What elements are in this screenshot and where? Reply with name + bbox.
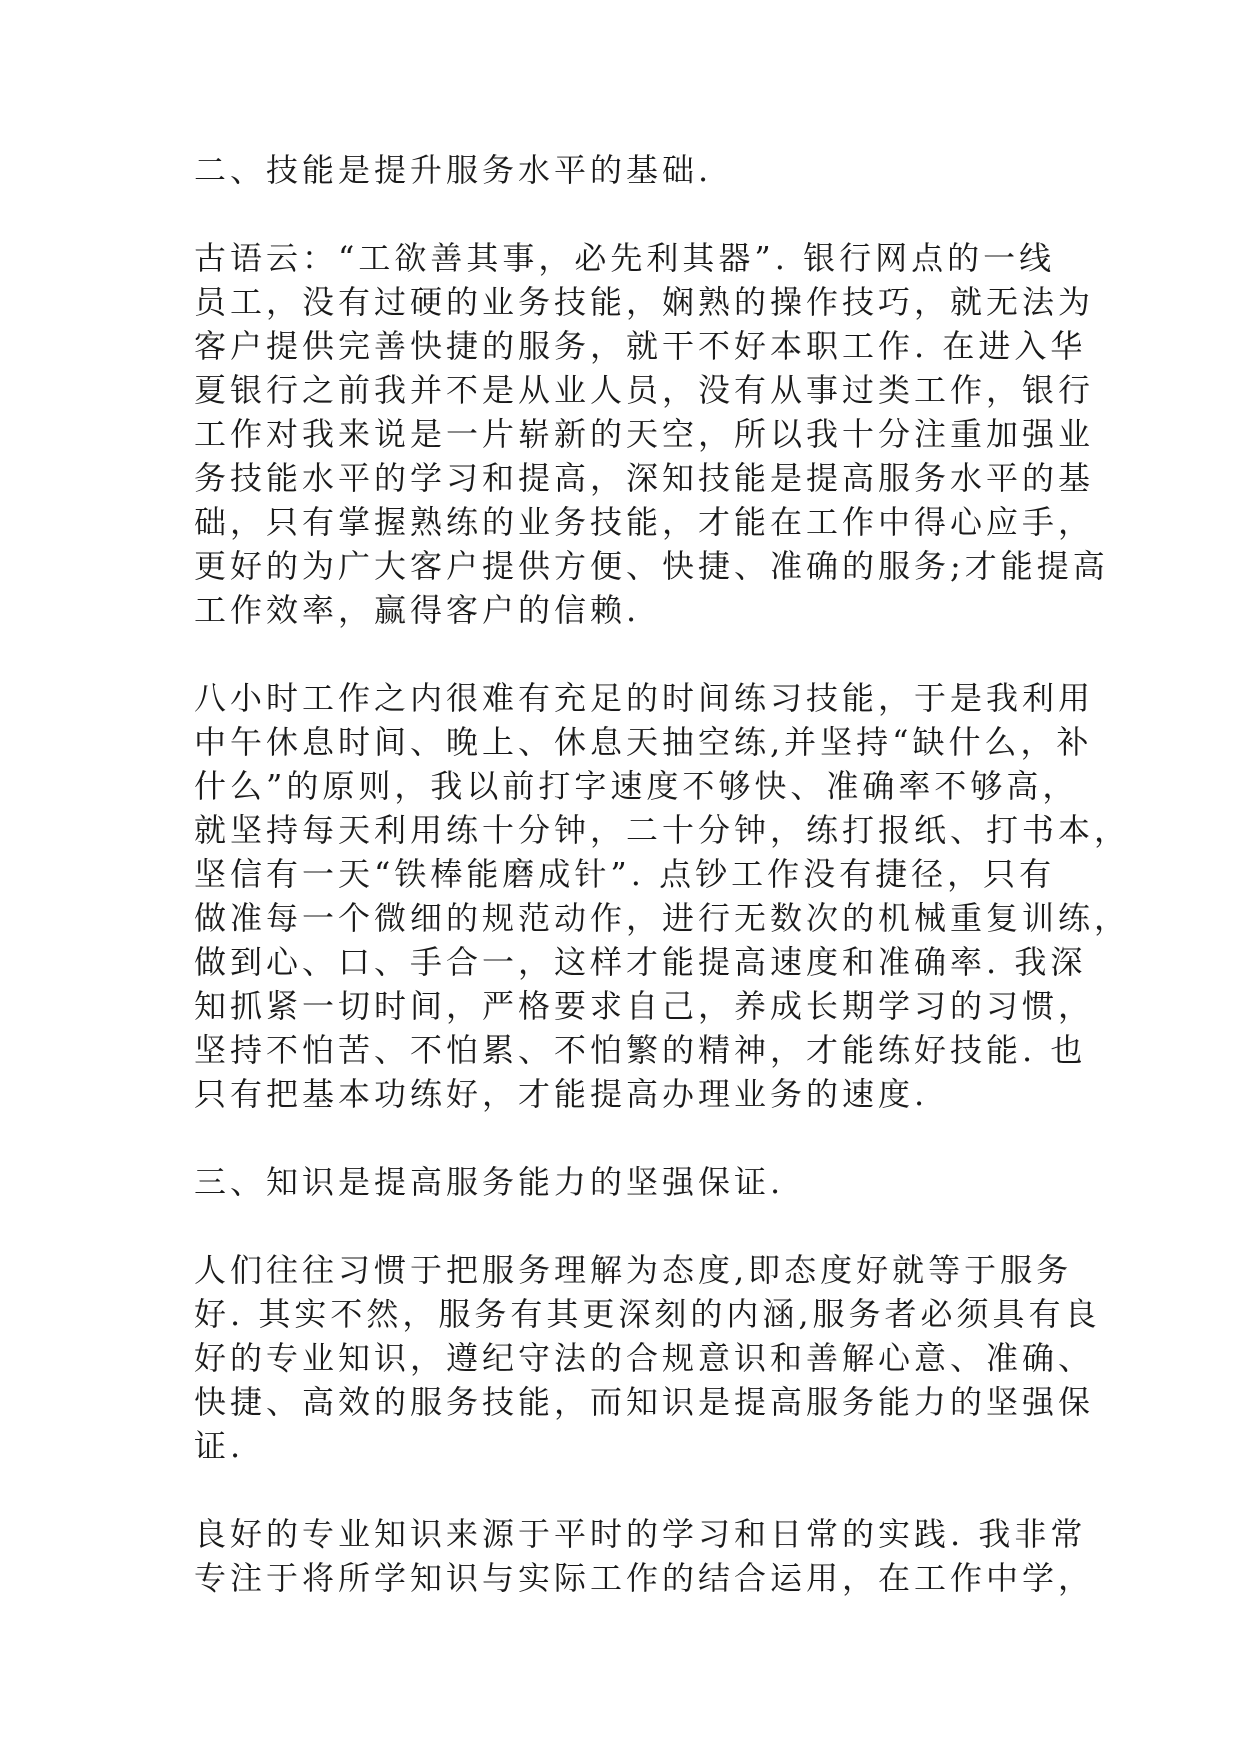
paragraph-gap	[194, 1204, 1074, 1248]
text-line: 中午休息时间、晚上、休息天抽空练,并坚持“缺什么，补	[194, 723, 1093, 761]
text-line: 八小时工作之内很难有充足的时间练习技能，于是我利用	[194, 679, 1095, 717]
text-line: 坚持不怕苦、不怕累、不怕繁的精神，才能练好技能. 也	[194, 1031, 1087, 1069]
text-line: 只有把基本功练好，才能提高办理业务的速度.	[194, 1075, 929, 1113]
text-line: 做准每一个微细的规范动作，进行无数次的机械重复训练，	[194, 899, 1131, 937]
paragraph-skills-practice	[194, 676, 1131, 1116]
text-line: 夏银行之前我并不是从业人员，没有从事过类工作，银行	[194, 371, 1095, 409]
text-line: 客户提供完善快捷的服务，就干不好本职工作. 在进入华	[194, 327, 1087, 365]
text-line: 良好的专业知识来源于平时的学习和日常的实践. 我非常	[194, 1515, 1087, 1553]
paragraph-gap	[194, 1116, 1074, 1160]
text-line: 专注于将所学知识与实际工作的结合运用，在工作中学，	[194, 1559, 1095, 1597]
paragraph-gap	[194, 632, 1074, 676]
text-line: 工作对我来说是一片崭新的天空，所以我十分注重加强业	[194, 415, 1095, 453]
text-line: 证.	[194, 1427, 245, 1465]
text-line: 做到心、口、手合一，这样才能提高速度和准确率. 我深	[194, 943, 1087, 981]
paragraph-gap	[194, 192, 1074, 236]
paragraph-knowledge-practice	[194, 1512, 1095, 1600]
section-heading-skills: 二、技能是提升服务水平的基础.	[194, 151, 713, 189]
text-line: 古语云：“工欲善其事，必先利其器”. 银行网点的一线	[194, 239, 1056, 277]
document-body	[194, 148, 1131, 1600]
text-line: 什么”的原则，我以前打字速度不够快、准确率不够高，	[194, 767, 1079, 805]
text-line: 务技能水平的学习和提高，深知技能是提高服务水平的基	[194, 459, 1095, 497]
section-heading-knowledge: 三、知识是提高服务能力的坚强保证.	[194, 1163, 785, 1201]
text-line: 坚信有一天“铁棒能磨成针”. 点钞工作没有捷径，只有	[194, 855, 1056, 893]
text-line: 好. 其实不然，服务有其更深刻的内涵,服务者必须具有良	[194, 1295, 1101, 1333]
paragraph-gap	[194, 1468, 1074, 1512]
paragraph-knowledge-intro	[194, 1248, 1101, 1468]
text-line: 础，只有掌握熟练的业务技能，才能在工作中得心应手，	[194, 503, 1095, 541]
text-line: 好的专业知识，遵纪守法的合规意识和善解心意、准确、	[194, 1339, 1095, 1377]
text-line: 知抓紧一切时间，严格要求自己，养成长期学习的习惯，	[194, 987, 1095, 1025]
text-line: 快捷、高效的服务技能，而知识是提高服务能力的坚强保	[194, 1383, 1095, 1421]
text-line: 就坚持每天利用练十分钟，二十分钟，练打报纸、打书本，	[194, 811, 1131, 849]
text-line: 更好的为广大客户提供方便、快捷、准确的服务;才能提高	[194, 547, 1109, 585]
paragraph-skills-intro	[194, 236, 1109, 632]
text-line: 工作效率，赢得客户的信赖.	[194, 591, 641, 629]
text-line: 员工，没有过硬的业务技能，娴熟的操作技巧，就无法为	[194, 283, 1095, 321]
text-line: 人们往往习惯于把服务理解为态度,即态度好就等于服务	[194, 1251, 1073, 1289]
